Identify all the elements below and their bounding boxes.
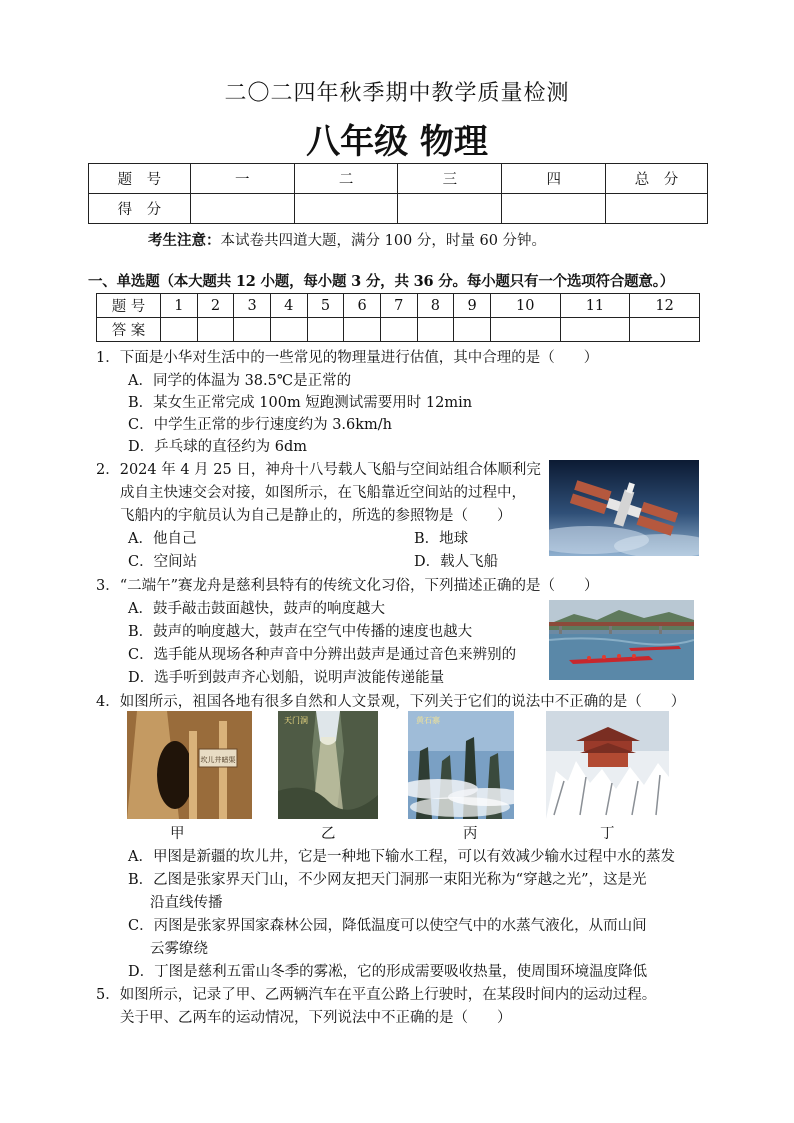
score-header-cell: 一 <box>190 164 294 194</box>
answer-cell[interactable] <box>197 318 234 342</box>
score-input-cell[interactable] <box>606 194 708 224</box>
tianmen-image <box>278 711 378 819</box>
question-number-cell: 4 <box>270 294 307 318</box>
karez-sign-text: 坎儿井暗渠 <box>200 756 236 764</box>
q1-option-c: C．中学生正常的步行速度约为 3.6km/h <box>128 417 393 433</box>
notice-text: 本试卷共四道大题，满分 100 分，时量 60 分钟。 <box>220 233 547 249</box>
score-header-cell: 总 分 <box>606 164 708 194</box>
answer-cell[interactable] <box>344 318 381 342</box>
score-table-header-row <box>89 164 708 194</box>
caption-jia: 甲 <box>170 826 185 842</box>
caption-yi: 乙 <box>321 826 336 842</box>
question-number-cell: 7 <box>380 294 417 318</box>
score-header-cell: 题 号 <box>89 164 191 194</box>
caption-ding: 丁 <box>600 826 615 842</box>
forest-label-text: 黄石寨 <box>416 716 440 725</box>
question-number-cell: 5 <box>307 294 344 318</box>
q4-option-c-line1: C．丙图是张家界国家森林公园，降低温度可以使空气中的水蒸气液化，从而山间 <box>128 918 647 934</box>
forest-park-image <box>408 711 514 819</box>
answer-cell[interactable] <box>234 318 271 342</box>
answer-cell[interactable] <box>417 318 454 342</box>
tianmen-illustration <box>278 711 378 819</box>
q2-stem-line3: 飞船内的宇航员认为自己是静止的，所选的参照物是（ ） <box>120 508 512 524</box>
score-table-score-row <box>89 194 708 224</box>
q3-stem: 3．“二端午”赛龙舟是慈利县特有的传统文化习俗，下列描述正确的是（ ） <box>96 578 599 594</box>
caption-bing: 丙 <box>463 826 478 842</box>
space-station-image <box>549 460 699 556</box>
rime-illustration <box>546 711 669 819</box>
answer-cell[interactable] <box>270 318 307 342</box>
karez-image <box>127 711 252 819</box>
answer-table-number-row <box>97 294 700 318</box>
score-input-cell[interactable] <box>502 194 606 224</box>
answer-table-label: 答 案 <box>97 318 161 342</box>
answer-table-answer-row <box>97 318 700 342</box>
q4-option-d: D．丁图是慈利五雷山冬季的雾凇，它的形成需要吸收热量，使周围环境温度降低 <box>128 964 648 980</box>
q3-option-a: A．鼓手敲击鼓面越快，鼓声的响度越大 <box>128 601 385 617</box>
exam-title: 八年级 物理 <box>306 122 488 162</box>
forest-park-illustration <box>408 711 514 819</box>
score-input-cell[interactable] <box>294 194 398 224</box>
q3-option-d: D．选手听到鼓声齐心划船，说明声波能传递能量 <box>128 670 445 686</box>
question-number-cell: 11 <box>560 294 630 318</box>
answer-cell[interactable] <box>560 318 630 342</box>
q2-option-d: D．载人飞船 <box>414 554 499 570</box>
q2-option-c: C．空间站 <box>128 554 198 570</box>
q4-option-b-line2: 沿直线传播 <box>150 895 223 911</box>
exam-subtitle: 二〇二四年秋季期中教学质量检测 <box>224 81 570 106</box>
dragon-boat-image <box>549 600 694 680</box>
q1-option-b: B．某女生正常完成 100m 短跑测试需要用时 12min <box>128 395 473 411</box>
section1-heading: 一、单选题（本大题共 12 小题，每小题 3 分，共 36 分。每小题只有一个选项符合题意。） <box>88 273 675 290</box>
q2-stem-line2: 成自主快速交会对接，如图所示，在飞船靠近空间站的过程中， <box>120 485 526 501</box>
answer-cell[interactable] <box>454 318 491 342</box>
q5-stem-line1: 5．如图所示，记录了甲、乙两辆汽车在平直公路上行驶时，在某段时间内的运动过程。 <box>96 987 657 1003</box>
q4-stem: 4．如图所示，祖国各地有很多自然和人文景观，下列关于它们的说法中不正确的是（ ） <box>96 694 686 710</box>
tianmen-label-text: 天门洞 <box>284 716 308 725</box>
q1-option-a: A．同学的体温为 38.5℃是正常的 <box>128 373 352 389</box>
question-number-cell: 6 <box>344 294 381 318</box>
q1-stem: 1．下面是小华对生活中的一些常见的物理量进行估值，其中合理的是（ ） <box>96 350 599 366</box>
answer-cell[interactable] <box>307 318 344 342</box>
question-number-cell: 8 <box>417 294 454 318</box>
score-table <box>88 163 708 224</box>
q4-option-b-line1: B．乙图是张家界天门山，不少网友把天门洞那一束阳光称为“穿越之光”，这是光 <box>128 872 647 888</box>
answer-cell[interactable] <box>161 318 198 342</box>
answer-table-label: 题 号 <box>97 294 161 318</box>
q2-stem-line1: 2．2024 年 4 月 25 日，神舟十八号载人飞船与空间站组合体顺利完 <box>96 462 541 478</box>
question-number-cell: 10 <box>490 294 560 318</box>
answer-cell[interactable] <box>380 318 417 342</box>
answer-cell[interactable] <box>630 318 700 342</box>
q4-option-c-line2: 云雾缭绕 <box>150 941 208 957</box>
score-input-cell[interactable] <box>190 194 294 224</box>
q3-option-c: C．选手能从现场各种声音中分辨出鼓声是通过音色来辨别的 <box>128 647 517 663</box>
score-header-cell: 四 <box>502 164 606 194</box>
answer-table <box>96 293 700 342</box>
q4-option-a: A．甲图是新疆的坎儿井，它是一种地下输水工程，可以有效减少输水过程中水的蒸发 <box>128 849 675 865</box>
score-row-label: 得 分 <box>89 194 191 224</box>
q2-option-b: B．地球 <box>414 531 469 547</box>
score-header-cell: 三 <box>398 164 502 194</box>
q5-stem-line2: 关于甲、乙两车的运动情况，下列说法中不正确的是（ ） <box>120 1010 512 1026</box>
question-number-cell: 3 <box>234 294 271 318</box>
space-station-illustration <box>549 460 699 556</box>
score-header-cell: 二 <box>294 164 398 194</box>
notice-label: 考生注意： <box>148 232 221 249</box>
q1-option-d: D．乒乓球的直径约为 6dm <box>128 439 307 455</box>
question-number-cell: 2 <box>197 294 234 318</box>
question-number-cell: 9 <box>454 294 491 318</box>
q2-option-a: A．他自己 <box>128 531 197 547</box>
karez-illustration <box>127 711 252 819</box>
exam-notice <box>148 229 546 250</box>
q3-option-b: B．鼓声的响度越大，鼓声在空气中传播的速度也越大 <box>128 624 473 640</box>
answer-cell[interactable] <box>490 318 560 342</box>
score-input-cell[interactable] <box>398 194 502 224</box>
question-number-cell: 12 <box>630 294 700 318</box>
dragon-boat-illustration <box>549 600 694 680</box>
rime-image <box>546 711 669 819</box>
question-number-cell: 1 <box>161 294 198 318</box>
